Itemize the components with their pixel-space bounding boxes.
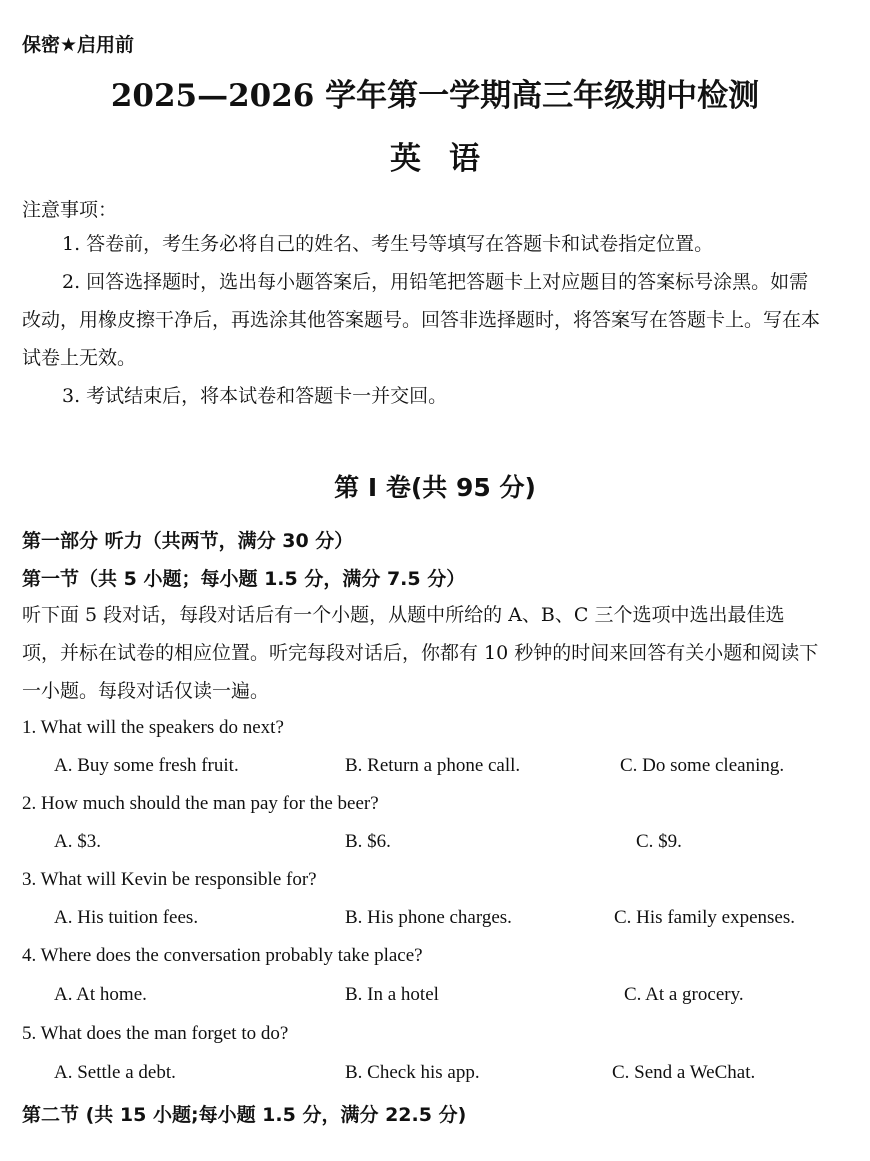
exam-title: 2025—2026 学年第一学期高三年级期中检测 [110,78,760,114]
option-c: C. At a grocery. [624,984,744,1005]
option-c: C. $9. [636,831,682,852]
part1-heading: 第一部分 听力（共两节，满分 30 分） [22,530,354,552]
notice-heading: 注意事项： [22,199,118,221]
confidential-label: 保密★启用前 [22,34,135,56]
option-b: B. $6. [345,831,391,852]
option-a: A. $3. [54,831,101,852]
section1-heading: 第一节（共 5 小题；每小题 1.5 分，满分 7.5 分） [22,568,466,590]
volume-title: 第 I 卷(共 95 分) [334,473,536,502]
question-stem: 5. What does the man forget to do? [22,1023,289,1044]
question-stem: 4. Where does the conversation probably take place? [22,945,423,966]
question-stem: 1. What will the speakers do next? [22,717,284,738]
option-a: A. At home. [54,984,147,1005]
option-b: B. In a hotel [345,984,439,1005]
option-a: A. His tuition fees. [54,907,199,928]
option-b: B. Check his app. [345,1062,480,1083]
section2-heading: 第二节 (共 15 小题;每小题 1.5 分，满分 22.5 分) [22,1104,467,1126]
question-stem: 3. What will Kevin be responsible for? [22,869,317,890]
notice-item: 1. 答卷前，考生务必将自己的姓名、考生号等填写在答题卡和试卷指定位置。 [62,233,714,255]
option-a: A. Settle a debt. [54,1062,176,1083]
notice-item: 2. 回答选择题时，选出每小题答案后，用铅笔把答题卡上对应题目的答案标号涂黑。如需改动，用橡皮擦干净后，再选涂其他答案题号。回答非选择题时，将答案写在答题卡上。写在本试卷上无效。 [22,271,821,369]
option-c: C. Do some cleaning. [620,755,785,776]
option-b: B. Return a phone call. [345,755,521,776]
option-c: C. Send a WeChat. [612,1062,756,1083]
listening-instructions [22,596,822,710]
option-a: A. Buy some fresh fruit. [54,755,239,776]
option-b: B. His phone charges. [345,907,512,928]
instructions-text: 听下面 5 段对话，每段对话后有一个小题，从题中所给的 A、B、C 三个选项中选出最佳选项，并标在试卷的相应位置。听完每段对话后，你都有 10 秒钟的时间来回答有关小题和阅读下一小题。每段对话仅读一遍。 [22,604,819,702]
subject-title: 英语 [390,141,508,177]
notice-list [22,225,822,415]
question-stem: 2. How much should the man pay for the beer? [22,793,379,814]
option-c: C. His family expenses. [614,907,796,928]
notice-item: 3. 考试结束后，将本试卷和答题卡一并交回。 [62,385,448,407]
